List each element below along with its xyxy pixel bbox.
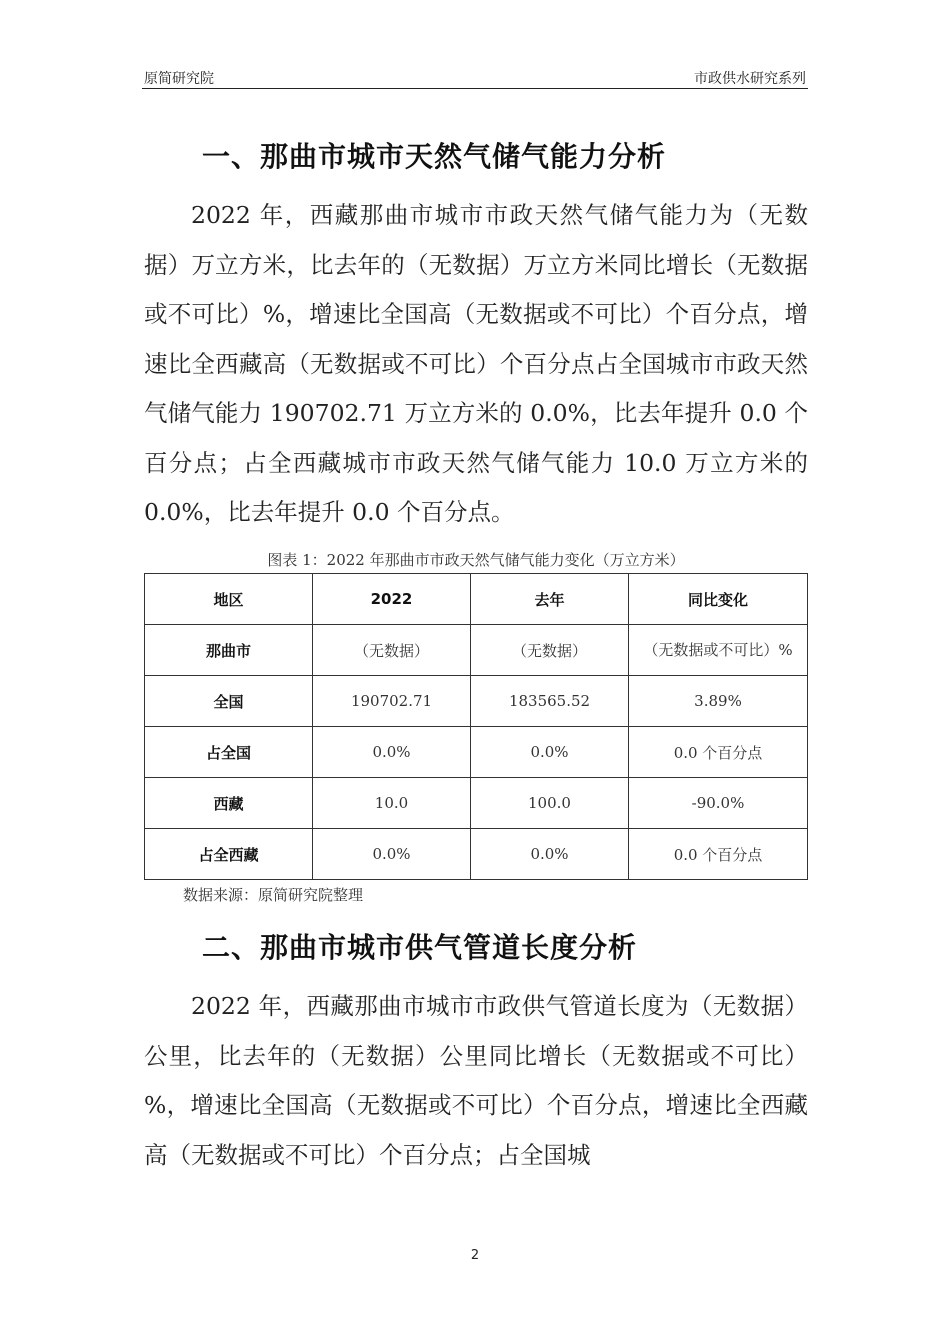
table-source-note: 数据来源：原简研究院整理 bbox=[183, 886, 364, 904]
table-row bbox=[145, 829, 808, 880]
table-row-label: 占全西藏 bbox=[145, 829, 313, 880]
table-cell: -90.0% bbox=[629, 778, 808, 829]
table-cell: 190702.71 bbox=[313, 676, 471, 727]
table-row-label: 西藏 bbox=[145, 778, 313, 829]
table-cell: 0.0 个百分点 bbox=[629, 727, 808, 778]
table-cell: 0.0% bbox=[313, 727, 471, 778]
table-cell: 183565.52 bbox=[471, 676, 629, 727]
header-series: 市政供水研究系列 bbox=[694, 71, 806, 87]
table-header-row bbox=[145, 574, 808, 625]
table-header-cell: 2022 bbox=[313, 574, 471, 625]
table-row bbox=[145, 778, 808, 829]
table-row bbox=[145, 676, 808, 727]
table-header-cell: 同比变化 bbox=[629, 574, 808, 625]
data-table bbox=[144, 573, 808, 880]
table-header-cell: 地区 bbox=[145, 574, 313, 625]
table-caption: 图表 1：2022 年那曲市市政天然气储气能力变化（万立方米） bbox=[267, 551, 685, 569]
table-cell: （无数据或不可比）% bbox=[629, 625, 808, 676]
section-1-paragraph: 2022 年，西藏那曲市城市市政天然气储气能力为（无数据）万立方米，比去年的（无数据）万立方米同比增长（无数据或不可比）%，增速比全国高（无数据或不可比）个百分点，增速比全西藏高（无数据或不可比）个百分点占全国城市市政天然气储气能力 190702.71 万立方米的 0.0%，比去年提升 0.0 个百分点；占全西藏城市市政天然气储气能力 10.0 万立方米的 0.0%，比去年提升 0.0 个百分点。 bbox=[144, 201, 808, 526]
table-cell: （无数据） bbox=[471, 625, 629, 676]
table-row bbox=[145, 727, 808, 778]
header-divider bbox=[142, 88, 808, 89]
table-cell: 0.0% bbox=[313, 829, 471, 880]
table-cell: 100.0 bbox=[471, 778, 629, 829]
section-2-paragraph: 2022 年，西藏那曲市城市市政供气管道长度为（无数据）公里，比去年的（无数据）公里同比增长（无数据或不可比）%，增速比全国高（无数据或不可比）个百分点，增速比全西藏高（无数据或不可比）个百分点；占全国城 bbox=[144, 992, 808, 1169]
table-header-cell: 去年 bbox=[471, 574, 629, 625]
table-row-label: 占全国 bbox=[145, 727, 313, 778]
table-cell: （无数据） bbox=[313, 625, 471, 676]
table-cell: 0.0 个百分点 bbox=[629, 829, 808, 880]
section-2-title: 二、那曲市城市供气管道长度分析 bbox=[202, 931, 638, 964]
table-row-label: 那曲市 bbox=[145, 625, 313, 676]
table-cell: 10.0 bbox=[313, 778, 471, 829]
table-row bbox=[145, 625, 808, 676]
section-1-title: 一、那曲市城市天然气储气能力分析 bbox=[202, 140, 667, 173]
page-number: 2 bbox=[470, 1248, 480, 1263]
header-publisher: 原简研究院 bbox=[144, 71, 214, 87]
table-cell: 3.89% bbox=[629, 676, 808, 727]
table-row-label: 全国 bbox=[145, 676, 313, 727]
table-cell: 0.0% bbox=[471, 727, 629, 778]
table-cell: 0.0% bbox=[471, 829, 629, 880]
